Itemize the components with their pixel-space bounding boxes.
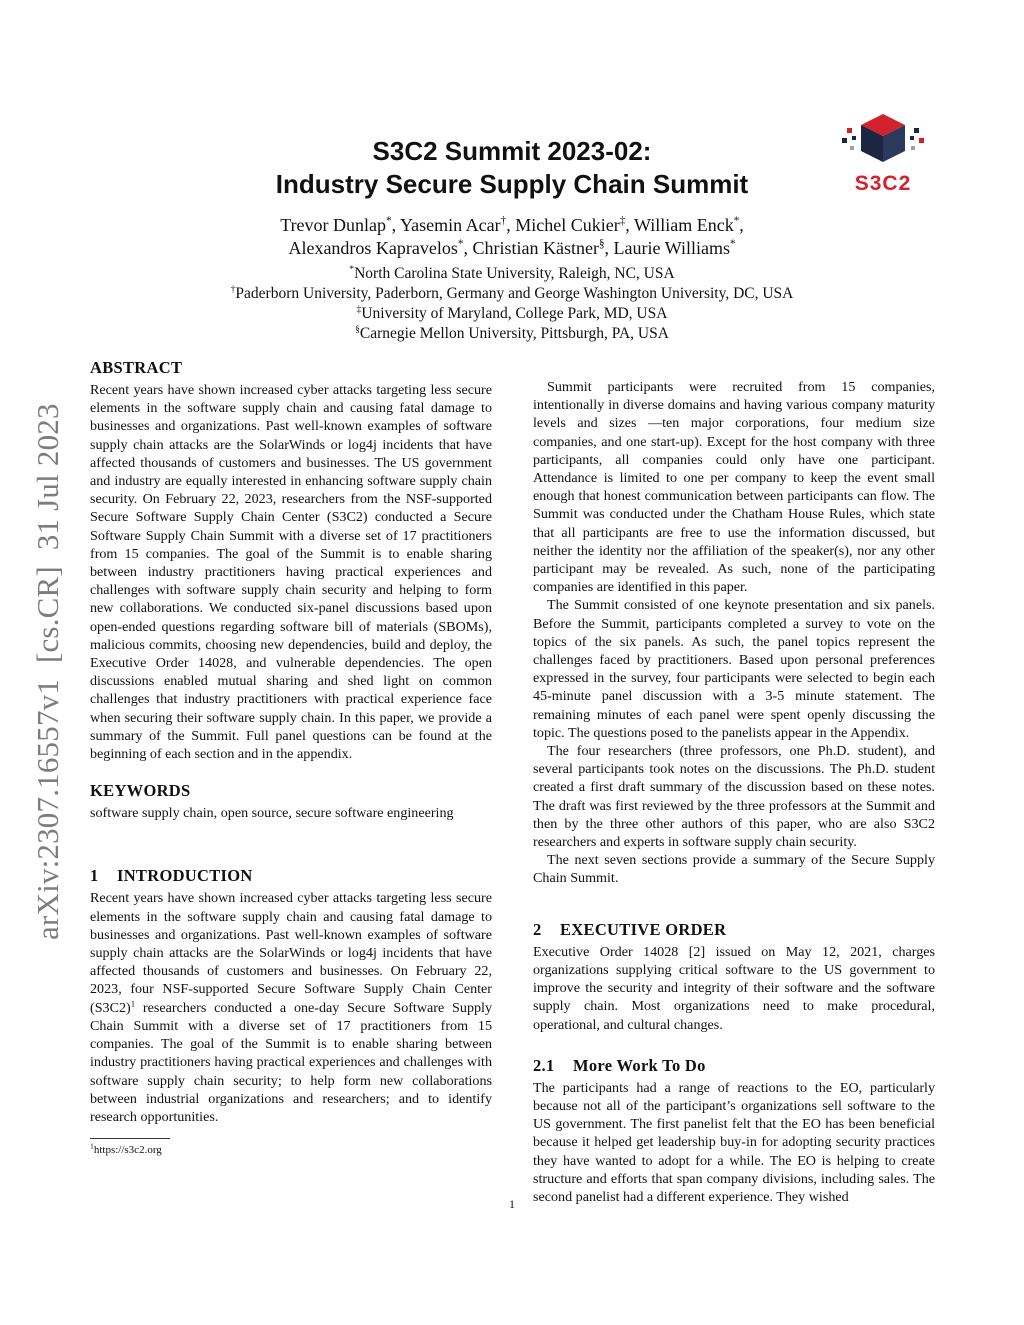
subsection-title: More Work To Do	[573, 1055, 706, 1075]
author-list	[150, 214, 874, 260]
section-title: INTRODUCTION	[117, 866, 253, 886]
author-name: William Enck	[633, 215, 734, 235]
footnote-ref[interactable]: 1	[130, 998, 136, 1008]
author-affiliation-mark: ‡	[619, 215, 626, 227]
affiliation-mark: †	[230, 283, 236, 295]
author-name: Alexandros Kapravelos	[288, 238, 458, 258]
affiliation	[150, 264, 874, 284]
paragraph: The four researchers (three professors, one Ph.D. student), and several participants took notes on the discussions. The Ph.D. student created a first draft summary of the discussion based on these notes. The draft was first reviewed by the three professors at the Summit and then by the three other authors of this paper, who are also S3C2 researchers and experts in software supply chain security.	[533, 743, 935, 851]
logo-dot	[847, 128, 852, 133]
right-column	[533, 378, 935, 1206]
keywords-heading: KEYWORDS	[90, 781, 191, 801]
page-number: 1	[509, 1197, 515, 1211]
author-name: Laurie Williams	[613, 238, 730, 258]
author-name: Yasemin Acar	[399, 215, 501, 235]
author-affiliation-mark: *	[457, 238, 464, 250]
arxiv-identifier-stamp: arXiv:2307.16557v1 [cs.CR] 31 Jul 2023	[30, 403, 65, 940]
section-number: 2	[533, 919, 542, 939]
author-name: Michel Cukier	[515, 215, 620, 235]
logo-dot	[910, 136, 914, 140]
subsection-number: 2.1	[533, 1055, 555, 1075]
left-column	[90, 358, 492, 1157]
logo-dot	[919, 138, 924, 143]
footnote	[90, 1143, 492, 1157]
affiliation	[150, 284, 874, 304]
logo-dot	[911, 146, 915, 150]
affiliation-text: Carnegie Mellon University, Pittsburgh, PA, USA	[359, 325, 669, 342]
author-name: Trevor Dunlap	[280, 215, 387, 235]
author-affiliation-mark: *	[729, 238, 736, 250]
affiliation-text: North Carolina State University, Raleigh, NC, USA	[354, 265, 675, 282]
logo-dot	[850, 146, 854, 150]
affiliation-mark: §	[355, 323, 360, 335]
subsection-heading	[533, 1056, 935, 1076]
affiliation-list	[150, 264, 874, 344]
paragraph: Summit participants were recruited from 15 companies, intentionally in diverse domains and having various company maturity levels and sizes —ten major corporations, four medium size companies, and one start-up). Except for the host company with three participants, all companies could only have one participant. Attendance is limited to one per company to keep the event small enough that honest communication between participants can flow. The Summit was conducted under the Chatham House Rules, which state that all participants are free to use the information discussed, but neither the identity nor the affiliation of the speaker(s), nor any other participant may be revealed. As such, none of the participating companies are identified in this paper.	[533, 379, 935, 596]
executive-order-text: Executive Order 14028 [2] issued on May 12, 2021, charges organizations supplying critical software to the US government to improve the security and integrity of their software and the software supply chain. Most organizations need to make procedural, operational, and cultural changes.	[533, 943, 935, 1033]
paragraph: The Summit consisted of one keynote presentation and six panels. Before the Summit, participants completed a survey to vote on the topics of the six panels. As such, the panel topics represent the challenges faced by practitioners. Based upon personal preferences expressed in the survey, four participants were selected to begin each 45-minute panel discussion with a 3-5 minute statement. The remaining minutes of each panel were spent openly discussing the topic. The questions posed to the panelists appear in the Appendix.	[533, 597, 935, 741]
paper-title	[200, 135, 824, 201]
logo-dot	[852, 136, 856, 140]
author-line: Alexandros Kapravelos*, Christian Kästner§, Laurie Williams*	[288, 238, 736, 258]
author-affiliation-mark: §	[598, 238, 605, 250]
footnote-mark: 1	[90, 1141, 94, 1151]
logo-dot	[842, 138, 847, 143]
subsection-text: The participants had a range of reactions to the EO, particularly because not all of the participant’s organizations sell software to the US government. The first panelist felt that the EO has been beneficial because it helped get leadership buy-in for adopting security practices they have wanted to adopt for a while. The EO is helping to create structure and efforts that span company divisions, including sales. The second panelist had a different experience. They wished	[533, 1079, 935, 1205]
logo-dot	[914, 128, 919, 133]
affiliation	[150, 324, 874, 344]
logo-wordmark: S3C2	[854, 172, 912, 195]
introduction-text	[90, 889, 492, 1126]
keywords-text: software supply chain, open source, secure software engineering	[90, 805, 454, 822]
author-line: Trevor Dunlap*, Yasemin Acar†, Michel Cukier‡, William Enck*,	[280, 215, 744, 235]
section-title: EXECUTIVE ORDER	[560, 919, 727, 939]
s3c2-logo	[838, 110, 928, 196]
author-affiliation-mark: *	[386, 215, 392, 227]
introduction-heading	[90, 866, 492, 886]
abstract-text: Recent years have shown increased cyber attacks targeting less secure elements in the software supply chain and causing fatal damage to businesses and organizations. Past well-known examples of software supply chain attacks are the SolarWinds or log4j incidents that have affected thousands of customers and businesses. The US government and industry are equally interested in enhancing software supply chain security. On February 22, 2023, researchers from the NSF-supported Secure Software Supply Chain Center (S3C2) conducted a Secure Software Supply Chain Summit with a diverse set of 17 practitioners from 15 companies. The goal of the Summit is to enable sharing between industry practitioners having practical experiences and challenges with software supply chain security and helping to form new collaborations. We conducted six-panel discussions based upon open-ended questions regarding software bill of materials (SBOMs), malicious commits, choosing new dependencies, build and deploy, the Executive Order 14028, and vulnerable dependencies. The open discussions enabled mutual sharing and shed light on common challenges that industry practitioners with practical experience face when securing their software supply chain. In this paper, we provide a summary of the Summit. Full panel questions can be found at the beginning of each section and in the appendix.	[90, 382, 492, 763]
title-line-1: S3C2 Summit 2023-02:	[372, 136, 652, 166]
affiliation-mark: *	[349, 263, 355, 275]
affiliation-text: Paderborn University, Paderborn, Germany and George Washington University, DC, USA	[235, 285, 794, 302]
footnote-link[interactable]: https://s3c2.org	[93, 1144, 162, 1157]
intro-text-part-1: Recent years have shown increased cyber attacks targeting less secure elements in the software supply chain and causing fatal damage to businesses and organizations. Past well-known examples of software supply chain attacks are the SolarWinds or log4j incidents that have affected thousands of customers and businesses. On February 22, 2023, four NSF-supported Secure Software Supply Chain Center (S3C2)	[90, 890, 492, 1016]
intro-text-part-2: researchers conducted a one-day Secure Software Supply Chain Summit with a diverse set of 17 practitioners from 15 companies. The goal of the Summit is to enable sharing between industry practitioners having practical experiences and challenges with software supply chain security; to help form new collaborations between industrial organizations and researchers; and to identify research opportunities.	[90, 999, 492, 1125]
footnote-divider	[90, 1138, 170, 1139]
affiliation	[150, 304, 874, 324]
affiliation-text: University of Maryland, College Park, MD, USA	[361, 305, 668, 322]
executive-order-heading	[533, 920, 935, 940]
affiliation-mark: ‡	[356, 303, 362, 315]
title-line-2: Industry Secure Supply Chain Summit	[275, 169, 749, 199]
author-name: Christian Kästner	[472, 238, 599, 258]
abstract-heading: ABSTRACT	[90, 358, 183, 377]
section-number: 1	[90, 866, 99, 886]
author-affiliation-mark: *	[733, 215, 740, 227]
paragraph: The next seven sections provide a summary of the Secure Supply Chain Summit.	[533, 852, 935, 887]
author-affiliation-mark: †	[500, 215, 507, 227]
